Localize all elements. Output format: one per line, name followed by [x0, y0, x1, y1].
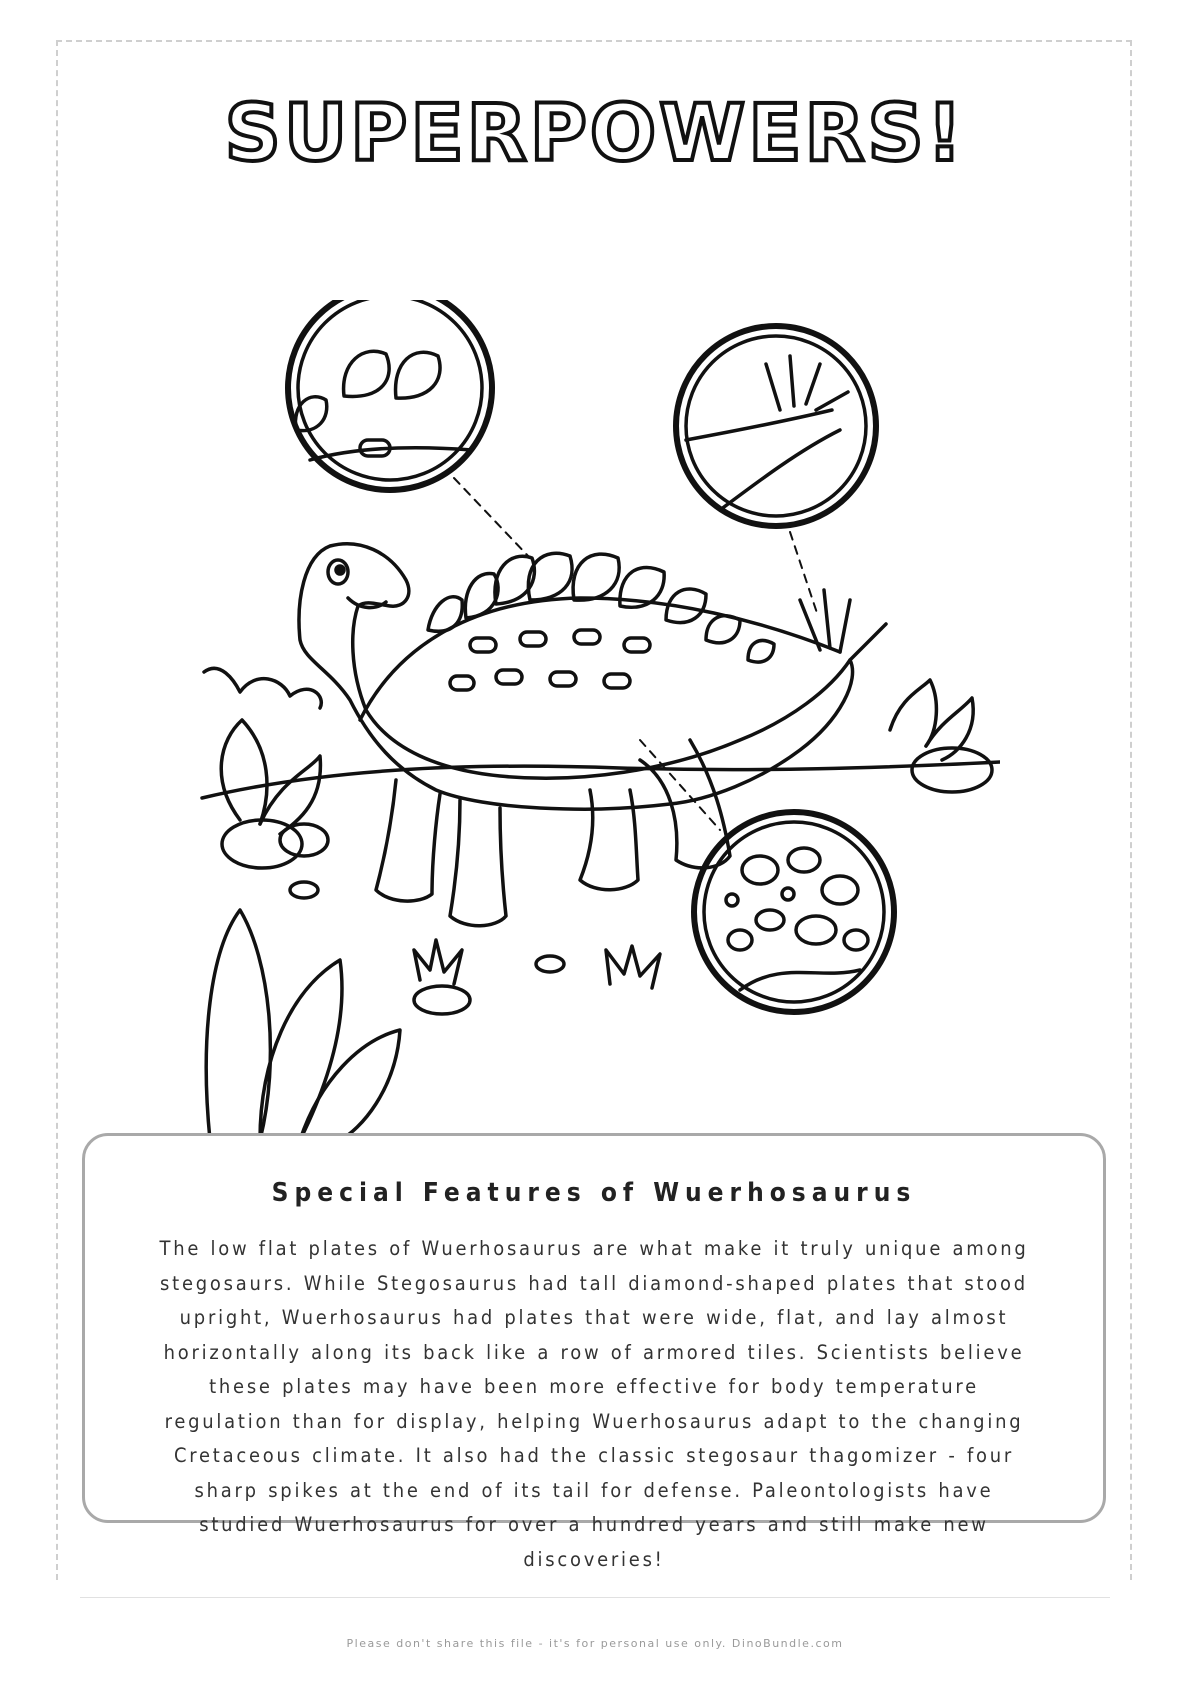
grass-tuft-1 — [414, 940, 462, 984]
left-bush — [204, 668, 321, 708]
back-leg-left — [580, 790, 638, 890]
callout-circle-spikes — [676, 326, 876, 526]
callout-line-plates — [454, 478, 530, 558]
scale-8 — [450, 676, 474, 690]
front-leg-left — [376, 780, 440, 901]
grass-tuft-2 — [606, 946, 660, 988]
dino-pupil — [336, 566, 344, 574]
front-leg-right — [450, 800, 506, 926]
left-leaf-2 — [260, 756, 320, 834]
plate-9 — [748, 641, 774, 662]
info-heading: Special Features of Wuerhosaurus — [271, 1178, 917, 1208]
scale-7 — [604, 674, 630, 688]
fg-leaf-3 — [300, 1030, 400, 1140]
fg-leaf-2 — [260, 960, 342, 1140]
callout-line-spikes — [790, 532, 818, 616]
pebble-1 — [536, 956, 564, 972]
footer-rule — [80, 1597, 1110, 1598]
left-leaf-1 — [221, 720, 267, 824]
scale-4 — [624, 638, 650, 652]
info-box — [82, 1133, 1106, 1571]
scale-6 — [550, 672, 576, 686]
scale-3 — [574, 630, 600, 644]
pebble-2 — [290, 882, 318, 898]
page-title-text: SUPERPOWERS! — [224, 89, 966, 179]
tail-spikes — [800, 590, 886, 660]
left-rock-small — [280, 824, 328, 856]
scale-2 — [520, 632, 546, 646]
plate-8 — [706, 616, 740, 643]
footer-text: Please don't share this file - it's for personal use only. DinoBundle.com — [346, 1637, 844, 1650]
info-body: The low flat plates of Wuerhosaurus are what make it truly unique among stegosaurs. While Stegosaurus had tall diamond-shaped plates that stood upright, Wuerhosaurus had plates that were wide, flat, and lay almost horizontally along its back like a row of armored tiles. Scientists believe these plates may have been more effective for body temperature regulation than for display, helping Wuerhosaurus adapt to the changing Cretaceous climate. It also had the classic stegosaur thagomizer - four sharp spikes at the end of its tail for defense. Paleontologists have studied Wuerhosaurus for over a hundred years and still make new discoveries! — [159, 1237, 1029, 1571]
page-title — [0, 78, 1190, 188]
scale-5 — [496, 670, 522, 684]
scale-1 — [470, 638, 496, 652]
right-leaf-1 — [890, 680, 936, 746]
dinosaur-illustration — [200, 300, 1000, 1140]
callout-circle-skin — [694, 812, 894, 1012]
tuft-rock-1 — [414, 986, 470, 1014]
plate-5 — [573, 554, 619, 600]
